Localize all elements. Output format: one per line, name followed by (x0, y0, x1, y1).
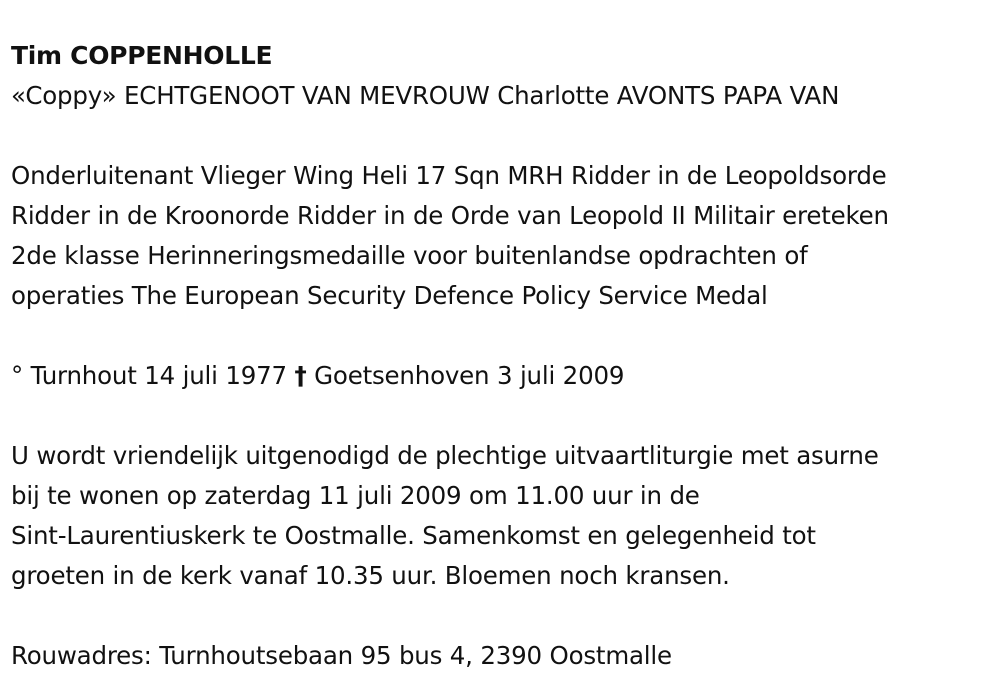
honors-line: Onderluitenant Vlieger Wing Heli 17 Sqn MRH Ridder in de Leopoldsorde (11, 161, 887, 190)
cross-icon: † (294, 361, 307, 390)
honors-line: operaties The European Security Defence Policy Service Medal (11, 281, 768, 310)
birth-symbol: ° (11, 361, 24, 390)
spacer (11, 316, 990, 356)
deceased-name: Tim COPPENHOLLE (11, 41, 273, 70)
honors-line: Ridder in de Kroonorde Ridder in de Orde van Leopold II Militair ereteken (11, 201, 889, 230)
mourning-address: Rouwadres: Turnhoutsebaan 95 bus 4, 2390 Oostmalle (11, 641, 672, 670)
spacer (11, 116, 990, 156)
death-info: Goetsenhoven 3 juli 2009 (314, 361, 625, 390)
birth-info: Turnhout 14 juli 1977 (30, 361, 287, 390)
invitation-line: groeten in de kerk vanaf 10.35 uur. Bloemen noch kransen. (11, 561, 730, 590)
invitation-block (11, 436, 990, 596)
honors-block (11, 156, 990, 316)
dates-line (11, 356, 990, 396)
subtitle-line: «Coppy» ECHTGENOOT VAN MEVROUW Charlotte AVONTS PAPA VAN (11, 81, 840, 110)
spacer (11, 396, 990, 436)
invitation-line: U wordt vriendelijk uitgenodigd de plechtige uitvaartliturgie met asurne (11, 441, 879, 470)
invitation-line: Sint-Laurentiuskerk te Oostmalle. Samenkomst en gelegenheid tot (11, 521, 816, 550)
spacer (11, 596, 990, 636)
invitation-line: bij te wonen op zaterdag 11 juli 2009 om 11.00 uur in de (11, 481, 700, 510)
honors-line: 2de klasse Herinneringsmedaille voor buitenlandse opdrachten of (11, 241, 808, 270)
